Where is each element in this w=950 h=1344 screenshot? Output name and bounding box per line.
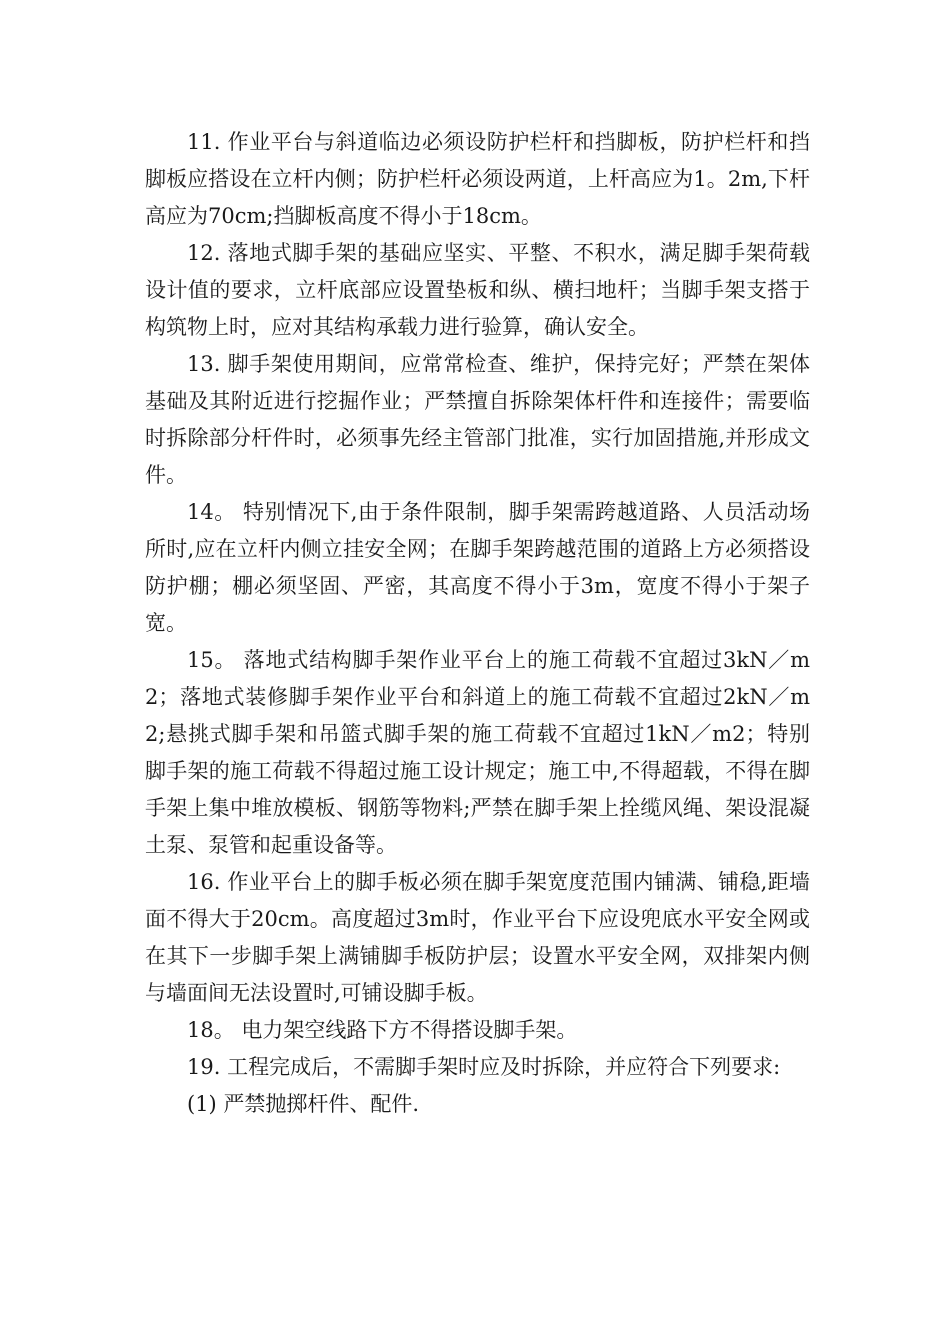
paragraph-item-14: 14。 特别情况下,由于条件限制，脚手架需跨越道路、人员活动场所时,应在立杆内侧立挂安全网；在脚手架跨越范围的道路上方必须搭设防护棚；棚必须坚固、严密，其高度不得小于3m，宽度不得小于架子宽。: [145, 500, 810, 635]
paragraph-item-16: 16. 作业平台上的脚手板必须在脚手架宽度范围内铺满、铺稳,距墙面不得大于20cm。高度超过3m时，作业平台下应设兜底水平安全网或在其下一步脚手架上满铺脚手板防护层；设置水平安全网，双排架内侧与墙面间无法设置时,可铺设脚手板。: [145, 870, 810, 1005]
paragraph-item-15: 15。 落地式结构脚手架作业平台上的施工荷载不宜超过3kN／m2；落地式装修脚手架作业平台和斜道上的施工荷载不宜超过2kN／m2;悬挑式脚手架和吊篮式脚手架的施工荷载不宜超过1kN／m2；特别脚手架的施工荷载不得超过施工设计规定；施工中,不得超载，不得在脚手架上集中堆放模板、钢筋等物料;严禁在脚手架上拴缆风绳、架设混凝土泵、泵管和起重设备等。: [145, 648, 810, 857]
paragraph-item-12: 12. 落地式脚手架的基础应坚实、平整、不积水，满足脚手架荷载设计值的要求，立杆底部应设置垫板和纵、横扫地杆；当脚手架支搭于构筑物上时，应对其结构承载力进行验算，确认安全。: [145, 241, 810, 339]
document-body: [145, 124, 810, 1123]
paragraph-subitem-1: (1) 严禁抛掷杆件、配件.: [187, 1092, 420, 1116]
paragraph-item-18: 18。 电力架空线路下方不得搭设脚手架。: [187, 1018, 578, 1042]
paragraph-item-13: 13. 脚手架使用期间，应常常检查、维护，保持完好；严禁在架体基础及其附近进行挖掘作业；严禁擅自拆除架体杆件和连接件；需要临时拆除部分杆件时，必须事先经主管部门批准，实行加固措施,并形成文件。: [145, 352, 810, 487]
paragraph-item-19: 19. 工程完成后，不需脚手架时应及时拆除，并应符合下列要求:: [187, 1055, 781, 1079]
paragraph-item-11: 11. 作业平台与斜道临边必须设防护栏杆和挡脚板，防护栏杆和挡脚板应搭设在立杆内侧；防护栏杆必须设两道，上杆高应为1。2m,下杆高应为70cm;挡脚板高度不得小于18cm。: [145, 130, 810, 228]
